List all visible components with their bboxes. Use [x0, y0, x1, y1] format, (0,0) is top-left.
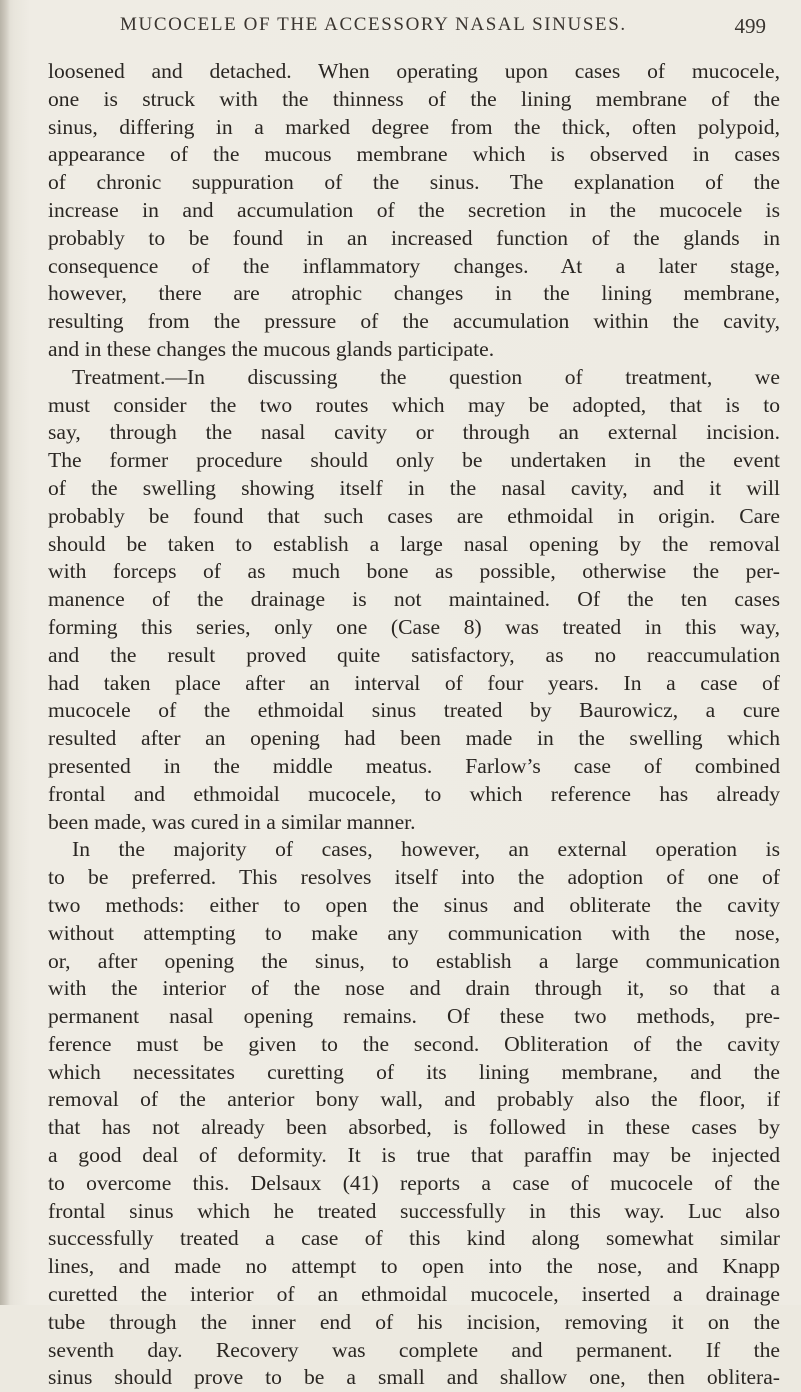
text-line: sinus, differing in a marked degree from the thick, often polypoid,: [48, 114, 780, 139]
text-line: removal of the anterior bony wall, and probably also the floor, if: [48, 1087, 780, 1112]
text-line: loosened and detached. When operating upon cases of mucocele,: [48, 59, 780, 83]
text-line: mucocele of the ethmoidal sinus treated by Baurowicz, a cure: [48, 698, 780, 723]
text-line: sinus should prove to be a small and shallow one, then oblitera-: [48, 1365, 780, 1390]
body-text: [48, 58, 780, 1392]
text-line: say, through the nasal cavity or through an external incision.: [48, 420, 780, 445]
text-line: probably be found that such cases are ethmoidal in origin. Care: [48, 503, 780, 528]
text-line: curetted the interior of an ethmoidal mucocele, inserted a drainage: [48, 1282, 780, 1307]
text-line: manence of the drainage is not maintained. Of the ten cases: [48, 587, 780, 612]
text-line: appearance of the mucous membrane which is observed in cases: [48, 142, 780, 167]
text-line: however, there are atrophic changes in the lining membrane,: [48, 281, 780, 306]
text-line: one is struck with the thinness of the lining membrane of the: [48, 86, 780, 111]
text-line: frontal sinus which he treated successfully in this way. Luc also: [48, 1198, 780, 1223]
text-line: seventh day. Recovery was complete and permanent. If the: [48, 1337, 780, 1362]
text-line: of the swelling showing itself in the nasal cavity, and it will: [48, 475, 780, 500]
text-line: and in these changes the mucous glands participate.: [48, 336, 495, 361]
paragraph-start: In the majority of cases, however, an external operation is: [72, 837, 780, 862]
text-line: or, after opening the sinus, to establish a large communication: [48, 948, 780, 973]
text-line: successfully treated a case of this kind along somewhat similar: [48, 1226, 780, 1251]
text-line: increase in and accumulation of the secretion in the mucocele is: [48, 197, 780, 222]
text-line: must consider the two routes which may be adopted, that is to: [48, 392, 780, 417]
text-line: forming this series, only one (Case 8) was treated in this way,: [48, 614, 780, 639]
text-line: been made, was cured in a similar manner.: [48, 809, 416, 834]
text-line: a good deal of deformity. It is true that paraffin may be injected: [48, 1143, 780, 1168]
text-line: two methods: either to open the sinus and obliterate the cavity: [48, 892, 780, 917]
page-header: [90, 14, 770, 46]
text-line: resulted after an opening had been made in the swelling which: [48, 726, 780, 751]
text-line: ference must be given to the second. Obliteration of the cavity: [48, 1031, 780, 1056]
text-line: of chronic suppuration of the sinus. The explanation of the: [48, 170, 780, 195]
text-line: and the result proved quite satisfactory, as no reaccumulation: [48, 642, 780, 667]
text-line: to be preferred. This resolves itself into the adoption of one of: [48, 865, 780, 890]
text-line: tube through the inner end of his incision, removing it on the: [48, 1309, 780, 1334]
text-line: lines, and made no attempt to open into the nose, and Knapp: [48, 1254, 780, 1279]
text-line: to overcome this. Delsaux (41) reports a case of mucocele of the: [48, 1170, 780, 1195]
text-line: frontal and ethmoidal mucocele, to which reference has already: [48, 781, 780, 806]
text-line: consequence of the inflammatory changes. At a later stage,: [48, 253, 780, 278]
text-line: with forceps of as much bone as possible, otherwise the per-: [48, 559, 780, 584]
page-number: 499: [734, 14, 766, 38]
text-line: The former procedure should only be undertaken in the event: [48, 448, 780, 473]
running-head: MUCOCELE OF THE ACCESSORY NASAL SINUSES.: [120, 14, 627, 35]
binding-shadow: [0, 0, 10, 1305]
text-line: had taken place after an interval of four years. In a case of: [48, 670, 780, 695]
text-line: probably to be found in an increased function of the glands in: [48, 225, 780, 250]
text-line: presented in the middle meatus. Farlow’s case of combined: [48, 753, 780, 778]
text-line: without attempting to make any communication with the nose,: [48, 920, 780, 945]
text-line: resulting from the pressure of the accumulation within the cavity,: [48, 309, 780, 334]
text-line: that has not already been absorbed, is followed in these cases by: [48, 1115, 780, 1140]
treatment-paragraph-start: Treatment.—In discussing the question of treatment, we: [72, 364, 780, 389]
text-line: permanent nasal opening remains. Of these two methods, pre-: [48, 1004, 780, 1029]
text-line: with the interior of the nose and drain through it, so that a: [48, 976, 780, 1001]
text-line: should be taken to establish a large nasal opening by the removal: [48, 531, 780, 556]
text-line: which necessitates curetting of its lining membrane, and the: [48, 1059, 780, 1084]
